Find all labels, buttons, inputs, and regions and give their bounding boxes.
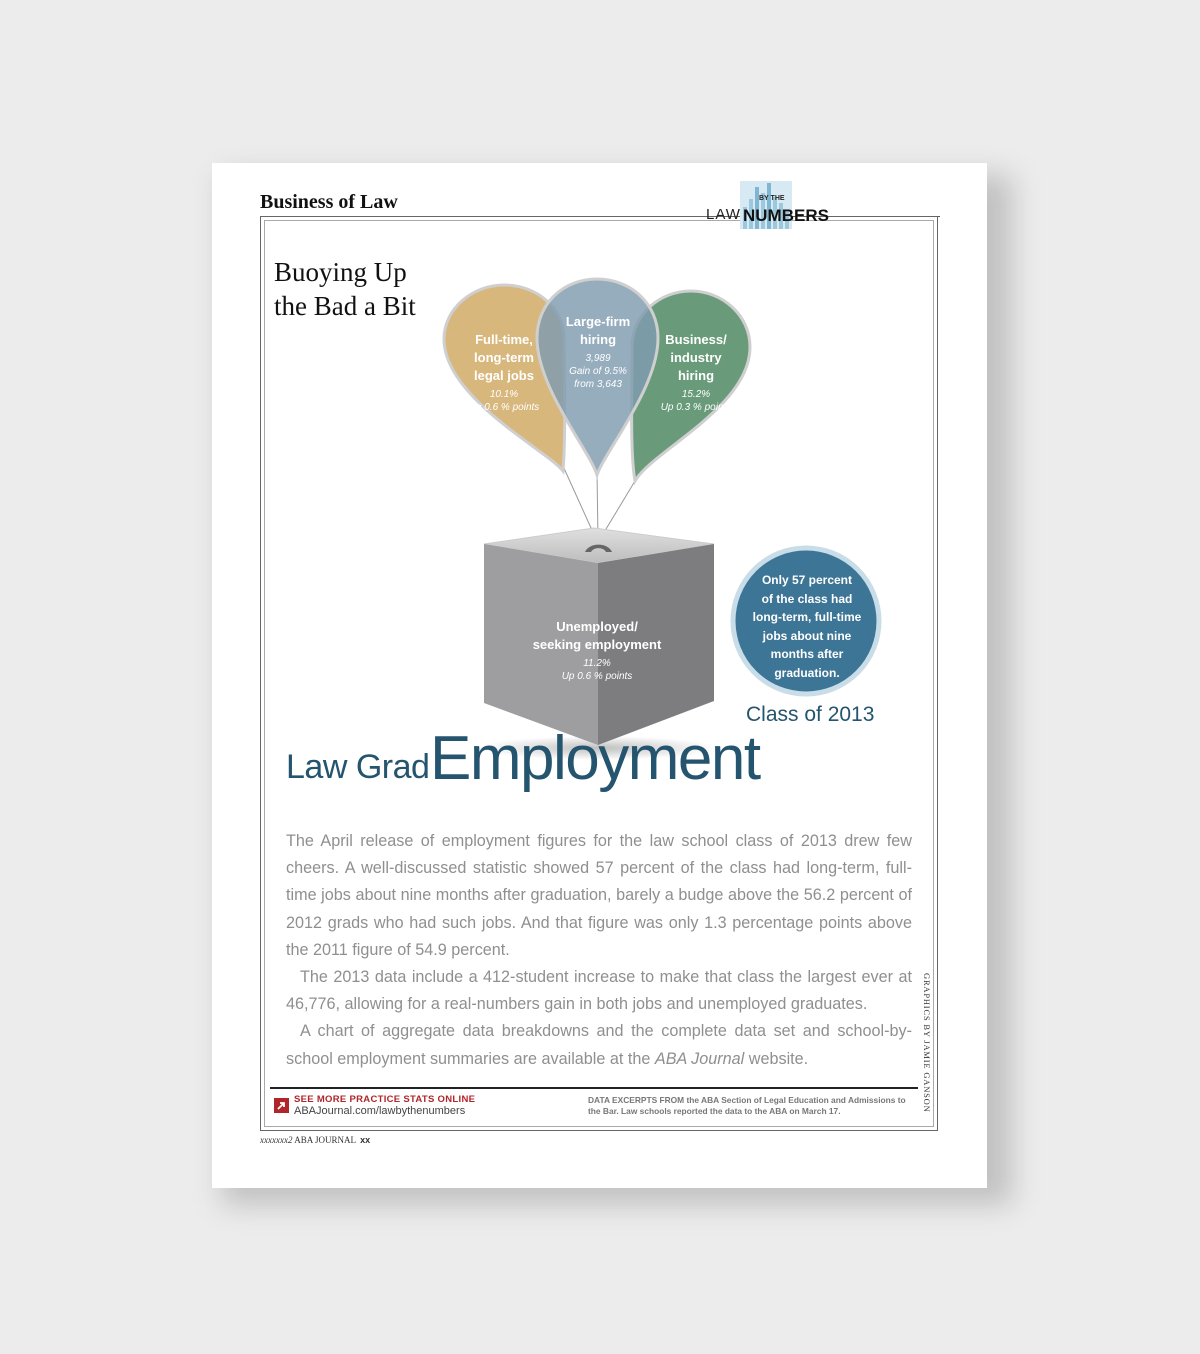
title-employment: Employment <box>430 724 760 793</box>
balloon-full-time-title-3: legal jobs <box>474 368 534 383</box>
page-footer <box>260 1135 370 1145</box>
title-law-grad: Law Grad <box>286 748 430 786</box>
class-of-label: Class of 2013 <box>746 703 875 726</box>
box-title-2: seeking employment <box>532 637 662 652</box>
aba-journal-name: ABA Journal <box>654 1049 745 1068</box>
box-stat-1: 11.2% <box>583 658 611 669</box>
box-title-1: Unemployed/ <box>556 619 638 634</box>
callout-line-6: graduation. <box>774 665 840 680</box>
logo-law: LAW <box>706 206 741 223</box>
article-body <box>286 828 912 1073</box>
page-prefix: xxxxxxx2 <box>260 1135 293 1145</box>
callout-line-1: Only 57 percent <box>761 573 853 587</box>
box-label <box>522 618 672 683</box>
magazine-page <box>212 163 987 1188</box>
balloon-large-firm-title-1: Large-firm <box>565 314 631 329</box>
paragraph-3-end: website. <box>744 1049 809 1068</box>
headline-line-1: Buoying Up <box>274 257 407 287</box>
balloon-full-time-title-1: Full-time, <box>475 332 533 347</box>
balloon-large-firm-stat-1: 3,989 <box>585 353 611 364</box>
balloon-large-firm-title-2: hiring <box>579 332 617 347</box>
box-stat-2: Up 0.6 % points <box>561 671 633 682</box>
logo-numbers: NUMBERS <box>743 206 829 225</box>
balloon-large-firm-stat-2: Gain of 9.5% <box>569 366 627 377</box>
callout-line-4: jobs about nine <box>762 628 852 643</box>
footer-rule <box>270 1087 918 1089</box>
page-number: xx <box>360 1135 371 1145</box>
graphics-credit: GRAPHICS BY JAMIE GANSON <box>922 973 932 1113</box>
paragraph-3-text: A chart of aggregate data breakdowns and the complete data set and school-by-school employment summaries are available at the <box>286 1022 912 1068</box>
paragraph-1: The April release of employment figures for the law school class of 2013 drew few cheers. A well-discussed statistic showed 57 percent of the class had long-term, full-time jobs about nine months after graduation, barely a budge above the 56.2 percent of 2012 grads who had such jobs. And that figure was only 1.3 percentage points above the 2011 figure of 54.9 percent. <box>286 832 912 959</box>
logo-by-the: BY THE <box>759 195 785 202</box>
balloon-business-stat-1: 15.2% <box>681 389 711 400</box>
balloon-business-title-1: Business/ <box>665 332 727 347</box>
balloon-business-stat-2: Up 0.3 % points <box>660 402 732 413</box>
callout-line-5: months after <box>770 647 844 661</box>
paragraph-3 <box>286 1018 912 1072</box>
balloon-large-firm-stat-3: from 3,643 <box>574 379 622 390</box>
balloon-full-time-title-2: long-term <box>474 350 534 365</box>
balloon-business-title-2: industry <box>670 350 722 365</box>
callout-line-3: long-term, full-time <box>752 610 862 624</box>
section-label: Business of Law <box>260 191 398 213</box>
balloon-large-firm-label <box>542 313 654 391</box>
callout-text <box>742 571 872 682</box>
online-stats-url[interactable]: ABAJournal.com/lawbythenumbers <box>294 1105 466 1117</box>
callout-line-2: of the class had <box>761 591 853 606</box>
journal-name: ABA JOURNAL <box>294 1135 356 1145</box>
balloon-full-time-stat-1: 10.1% <box>489 389 519 400</box>
online-stats-cta[interactable]: SEE MORE PRACTICE STATS ONLINE <box>294 1094 476 1105</box>
balloon-business-title-3: hiring <box>677 368 715 383</box>
online-stats-link[interactable] <box>294 1094 475 1117</box>
arrow-link-icon[interactable] <box>274 1098 289 1113</box>
paragraph-2: The 2013 data include a 412-student increase to make that class the largest ever at 46,776, allowing for a real-numbers gain in both jobs and unemployed graduates. <box>286 968 912 1014</box>
data-source-note: DATA EXCERPTS FROM the ABA Section of Legal Education and Admissions to the Bar. Law schools reported the data to the ABA on March 17. <box>588 1095 906 1116</box>
balloon-full-time-stat-2: Up 0.6 % points <box>468 402 540 413</box>
balloon-business-label <box>640 331 752 414</box>
headline-line-2: the Bad a Bit <box>274 291 416 321</box>
